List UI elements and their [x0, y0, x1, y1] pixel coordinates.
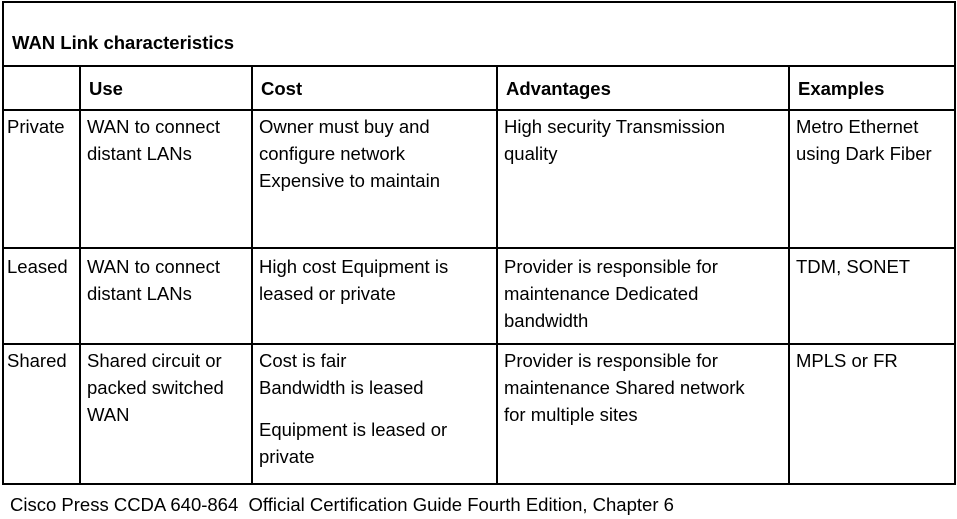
advantages-line: for multiple sites: [504, 404, 638, 425]
cost-cell-shared: [252, 344, 497, 484]
advantages-cell-leased: [497, 248, 789, 344]
advantages-cell-shared: [497, 344, 789, 484]
use-cell-private: [80, 110, 252, 248]
advantages-line: quality: [504, 143, 558, 164]
cost-line: Equipment is leased or: [259, 419, 448, 440]
advantages-line: maintenance Dedicated: [504, 283, 699, 304]
header-cell-empty: [3, 66, 80, 110]
cost-line: Bandwidth is leased: [259, 377, 424, 398]
table-title: WAN Link characteristics: [3, 2, 955, 66]
use-line: WAN: [87, 404, 130, 425]
title-row: [3, 2, 955, 66]
advantages-line: High security Transmission: [504, 116, 726, 137]
examples-line: Metro Ethernet: [796, 116, 919, 137]
source-caption: Cisco Press CCDA 640-864 Official Certification Guide Fourth Edition, Chapter 6: [10, 494, 674, 515]
wan-link-characteristics-table: [2, 1, 956, 485]
use-cell-leased: [80, 248, 252, 344]
advantages-line: bandwidth: [504, 310, 589, 331]
cost-line: Cost is fair: [259, 350, 347, 371]
advantages-line: maintenance Shared network: [504, 377, 745, 398]
table-row-leased: [3, 248, 955, 344]
examples-line: MPLS or FR: [796, 350, 898, 371]
advantages-line: Provider is responsible for: [504, 350, 718, 371]
header-cell-examples: Examples: [789, 66, 955, 110]
cost-cell-private: [252, 110, 497, 248]
advantages-line: Provider is responsible for: [504, 256, 718, 277]
header-row: [3, 66, 955, 110]
use-line: Shared circuit or: [87, 350, 222, 371]
cost-line: private: [259, 446, 315, 467]
examples-line: TDM, SONET: [796, 256, 911, 277]
examples-line: using Dark Fiber: [796, 143, 932, 164]
cost-line: leased or private: [259, 283, 396, 304]
use-line: WAN to connect: [87, 256, 220, 277]
advantages-cell-private: [497, 110, 789, 248]
cost-line: Expensive to maintain: [259, 170, 440, 191]
use-line: packed switched: [87, 377, 224, 398]
use-cell-shared: [80, 344, 252, 484]
header-cell-cost: Cost: [252, 66, 497, 110]
row-label-leased: Leased: [3, 248, 80, 344]
examples-cell-private: [789, 110, 955, 248]
examples-cell-leased: [789, 248, 955, 344]
row-label-shared: Shared: [3, 344, 80, 484]
table-row-shared: [3, 344, 955, 484]
cost-line: configure network: [259, 143, 406, 164]
cost-line: High cost Equipment is: [259, 256, 449, 277]
header-cell-use: Use: [80, 66, 252, 110]
row-label-private: Private: [3, 110, 80, 248]
examples-cell-shared: [789, 344, 955, 484]
cost-cell-leased: [252, 248, 497, 344]
use-line: distant LANs: [87, 283, 192, 304]
use-line: distant LANs: [87, 143, 192, 164]
use-line: WAN to connect: [87, 116, 220, 137]
cost-line: Owner must buy and: [259, 116, 430, 137]
table-row-private: [3, 110, 955, 248]
header-cell-advantages: Advantages: [497, 66, 789, 110]
